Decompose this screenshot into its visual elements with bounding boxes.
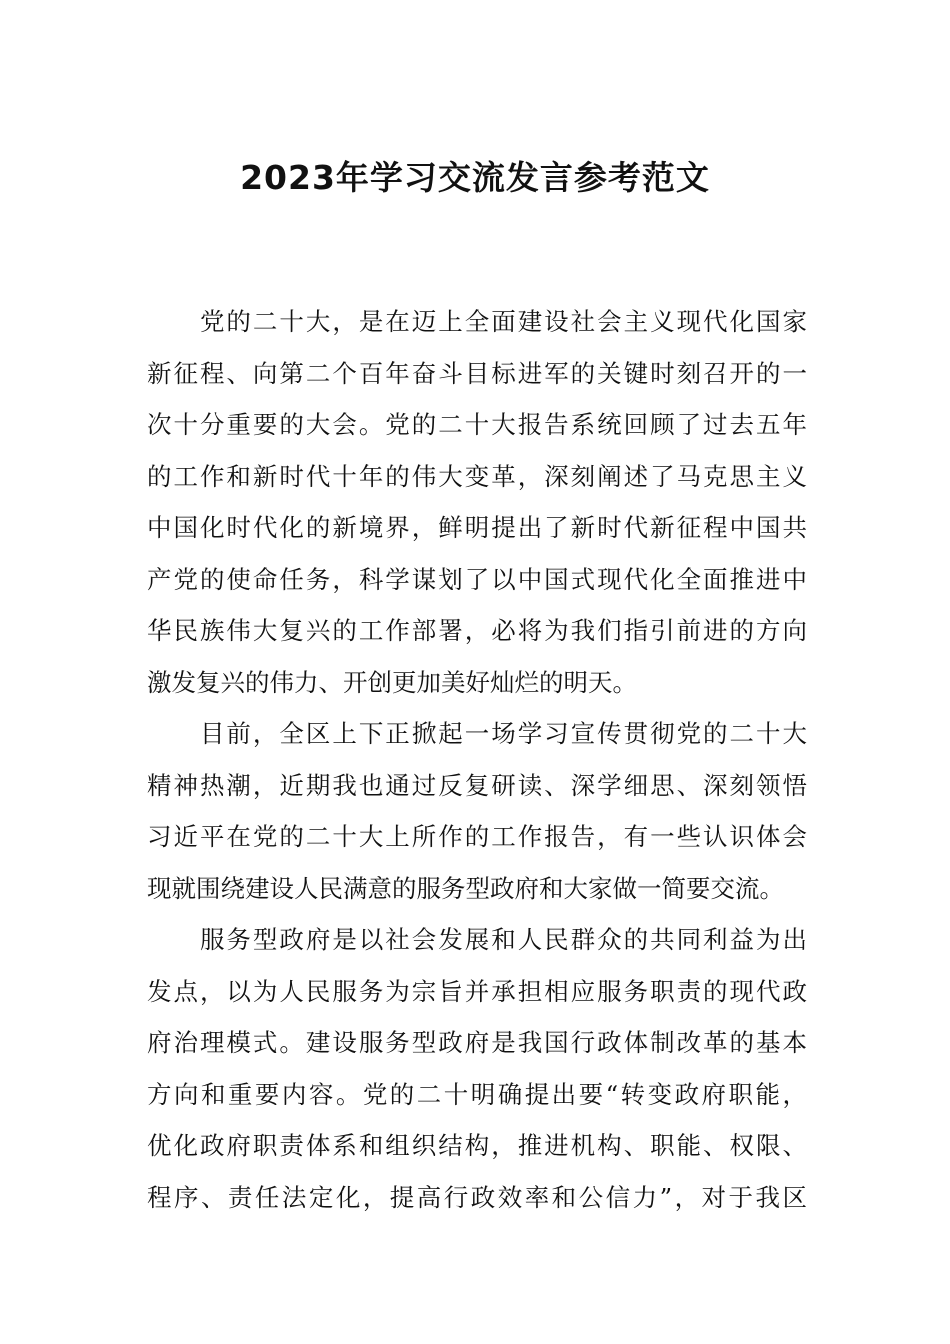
text-line: 激发复兴的伟力、开创更加美好灿烂的明天。 xyxy=(147,667,637,697)
text-line: 中国化时代化的新境界，鲜明提出了新时代新征程中国共 xyxy=(147,513,807,542)
paragraph-1 xyxy=(147,296,807,708)
paragraph-3 xyxy=(147,914,807,1223)
text-line: 目前，全区上下正掀起一场学习宣传贯彻党的二十大 xyxy=(147,719,807,748)
text-line: 习近平在党的二十大上所作的工作报告，有一些认识体会 xyxy=(147,822,807,851)
text-line: 服务型政府是以社会发展和人民群众的共同利益为出 xyxy=(147,925,807,954)
text-line: 现就围绕建设人民满意的服务型政府和大家做一简要交流。 xyxy=(147,873,784,903)
text-line: 次十分重要的大会。党的二十大报告系统回顾了过去五年 xyxy=(147,410,807,439)
text-line: 方向和重要内容。党的二十明确提出要“转变政府职能， xyxy=(147,1079,807,1109)
text-line: 党的二十大，是在迈上全面建设社会主义现代化国家 xyxy=(147,307,807,336)
text-line: 产党的使命任务，科学谋划了以中国式现代化全面推进中 xyxy=(147,564,807,594)
document-title: 2023年学习交流发言参考范文 xyxy=(240,158,710,197)
text-line: 精神热潮，近期我也通过反复研读、深学细思、深刻领悟 xyxy=(147,770,807,800)
paragraph-2 xyxy=(147,708,807,914)
text-line: 程序、责任法定化，提高行政效率和公信力”，对于我区 xyxy=(147,1182,807,1212)
text-line: 华民族伟大复兴的工作部署，必将为我们指引前进的方向 xyxy=(147,616,807,645)
text-line: 发点，以为人民服务为宗旨并承担相应服务职责的现代政 xyxy=(147,976,807,1006)
document-body xyxy=(147,296,807,1223)
text-line: 新征程、向第二个百年奋斗目标进军的关键时刻召开的一 xyxy=(147,358,807,388)
text-line: 府治理模式。建设服务型政府是我国行政体制改革的基本 xyxy=(147,1028,807,1057)
text-line: 优化政府职责体系和组织结构，推进机构、职能、权限、 xyxy=(147,1131,807,1160)
text-line: 的工作和新时代十年的伟大变革，深刻阐述了马克思主义 xyxy=(147,461,807,491)
